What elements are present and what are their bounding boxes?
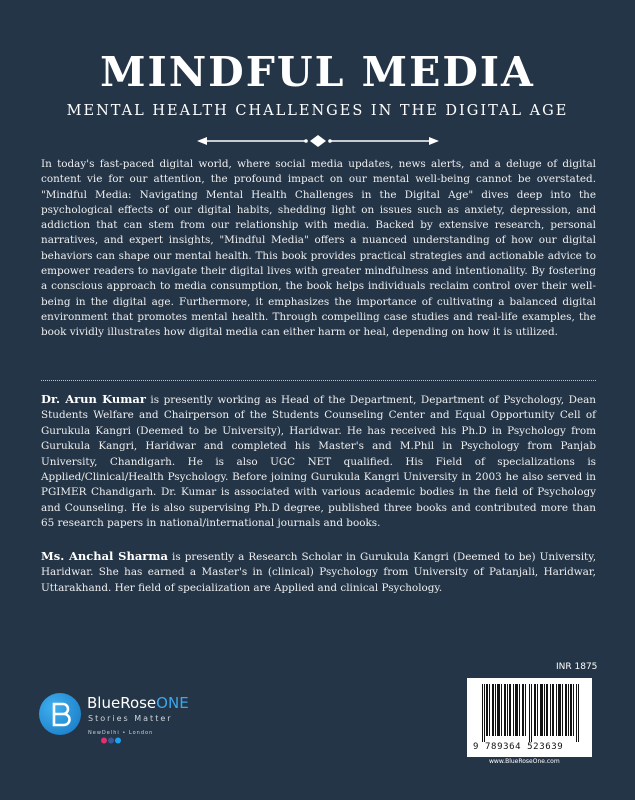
author-bio-arun-kumar bbox=[41, 392, 596, 532]
publisher-tagline: Stories Matter bbox=[88, 714, 173, 723]
isbn-barcode bbox=[467, 678, 592, 757]
publisher-name-accent: ONE bbox=[156, 694, 189, 712]
section-divider bbox=[41, 380, 596, 381]
author-bio-anchal-sharma bbox=[41, 549, 596, 596]
publisher-name-main: BlueRose bbox=[87, 694, 157, 712]
price-label: INR 1875 bbox=[556, 662, 598, 672]
book-subtitle: MENTAL HEALTH CHALLENGES IN THE DIGITAL AGE bbox=[66, 103, 569, 119]
facebook-icon bbox=[108, 738, 114, 744]
publisher-website: www.BlueRoseOne.com bbox=[489, 758, 560, 765]
publisher-name bbox=[87, 694, 189, 712]
barcode-icon bbox=[482, 684, 580, 742]
publisher-logo bbox=[39, 690, 259, 750]
ornament-divider-icon bbox=[197, 134, 439, 148]
author-name: Dr. Arun Kumar bbox=[41, 392, 146, 406]
author-bio-text: is presently a Research Scholar in Gurukula Kangri (Deemed to be) University, Haridwar. She has earned a Master's in (clinical) Psychology from University of Patanjali, Haridwar, Uttarakhand. Her field of specialization are Applied and clinical Psychology. bbox=[41, 551, 597, 594]
isbn-number: 9 789364 523639 bbox=[473, 742, 564, 752]
social-icons bbox=[101, 737, 123, 746]
bluerose-logo-icon bbox=[39, 693, 81, 735]
book-description: In today's fast-paced digital world, where social media updates, news alerts, and a deluge of digital content vie for our attention, the profound impact on our mental well-being cannot be overstated. "Mindful Media: Navigating Mental Health Challenges in the Digital Age" dives deep into the psychological effects of our digital habits, shedding light on issues such as anxiety, depression, and addiction that can stem from our relationship with media. Backed by extensive research, personal narratives, and expert insights, "Mindful Media" offers a nuanced understanding of how our digital behaviors can shape our mental health. This book provides practical strategies and actionable advice to empower readers to navigate their digital lives with greater mindfulness and intentionality. By fostering a conscious approach to media consumption, the book helps individuals reclaim control over their well-being in the digital age. Furthermore, it emphasizes the importance of cultivating a balanced digital environment that promotes mental health. Through compelling case studies and real-life examples, the book vividly illustrates how digital media can either harm or heal, depending on how it is utilized. bbox=[41, 158, 596, 339]
instagram-icon bbox=[101, 738, 107, 744]
author-bio-text: is presently working as Head of the Department, Department of Psychology, Dean Students Welfare and Chairperson of the Students Counseling Center and Equal Opportunity Cell of Gurukula Kangri (Deemed to be University), Haridwar. He has received his Ph.D in Psychology from Gurukula Kangri, Haridwar and completed his Master's and M.Phil in Psychology from Panjab University, Chandigarh. He is also UGC NET qualified. His Field of specializations is Applied/Clinical/Health Psychology. Before joining Gurukula Kangri University in 2003 he also served in PGIMER Chandigarh. Dr. Kumar is associated with various academic bodies in the field of Psychology and Counseling. He is also supervising Ph.D degree, published three books and contributed more than 65 research papers in national/international journals and books. bbox=[41, 394, 596, 530]
book-title: MINDFUL MEDIA bbox=[100, 48, 535, 96]
publisher-cities: NewDelhi • London bbox=[88, 730, 154, 736]
twitter-icon bbox=[115, 738, 121, 744]
author-name: Ms. Anchal Sharma bbox=[41, 549, 168, 563]
